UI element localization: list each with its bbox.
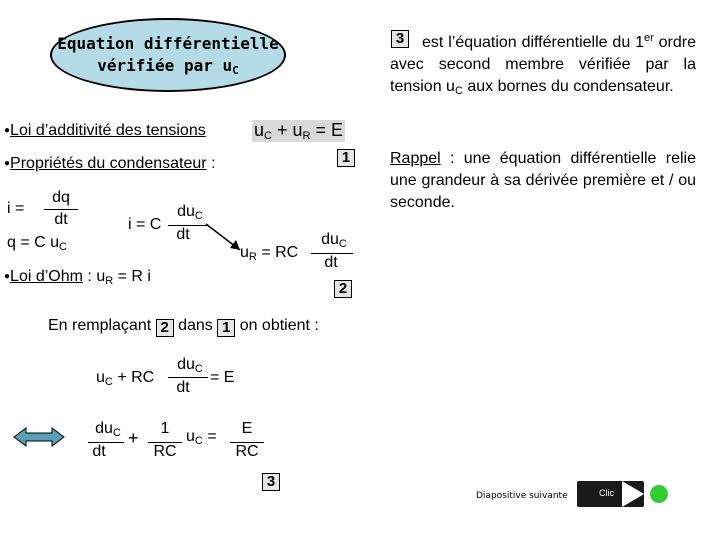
- eq1-right: = E: [210, 369, 235, 386]
- i-equals: i =: [7, 200, 25, 217]
- ref-number-2: 2: [156, 319, 174, 337]
- additivite-equation: $u_C + u_R = E$: [254, 120, 344, 142]
- title-ellipse: [50, 18, 286, 92]
- eq1-denominator: dt: [176, 379, 190, 396]
- equivalence-arrow-icon: [12, 425, 66, 449]
- duc-numerator: $du_C$: [177, 203, 203, 222]
- dt-denominator-2: dt: [176, 226, 190, 243]
- bullet-icon: ●: [4, 125, 11, 136]
- eq1-numerator: $du_C$: [177, 356, 203, 375]
- eq2-numerator-1: $du_C$: [95, 420, 121, 439]
- eq2-plus: +: [128, 428, 139, 448]
- equation-number-3: 3: [391, 30, 409, 48]
- loi-additivite: ●Loi d’additivité des tensions: [4, 122, 206, 139]
- eq2-numerator-2: 1: [160, 420, 170, 437]
- eq2-denominator-3: RC: [235, 443, 259, 460]
- eq1-left: $u_C$ + RC: [96, 369, 155, 388]
- bullet-icon: ●: [4, 271, 11, 282]
- equation-number-2: 2: [334, 280, 352, 298]
- next-slide-button[interactable]: [650, 485, 668, 503]
- fraction-bar: [168, 377, 208, 378]
- bullet-icon: ●: [4, 158, 11, 169]
- title-line2: vérifiée par $u_C$: [97, 56, 239, 77]
- eq2-denominator-1: dt: [92, 443, 106, 460]
- next-slide-label[interactable]: Diapositive suivante: [476, 491, 568, 501]
- play-arrow-icon: [622, 481, 644, 507]
- clic-label: Clic: [599, 488, 614, 498]
- loi-ohm: ●Loi d’Ohm : $u_R = R$ i: [4, 268, 151, 287]
- ur-equation: $u_R$ = RC: [240, 244, 299, 263]
- rappel-paragraph: Rappel : une équation différentielle relie une grandeur à sa dérivée première et / ou seconde.: [390, 150, 696, 211]
- dq-numerator: dq: [52, 189, 70, 206]
- equation-number-1: 1: [337, 149, 355, 167]
- remplacant-sentence: En remplaçant 2 dans 1 on obtient :: [48, 317, 319, 336]
- q-equals: q = C $u_C$: [7, 234, 67, 253]
- ur-numerator: $du_C$: [321, 231, 347, 250]
- title-line1: Equation différentielle: [57, 34, 279, 53]
- ref-number-1: 1: [217, 319, 235, 337]
- ur-denominator: dt: [324, 254, 338, 271]
- dt-denominator: dt: [54, 211, 68, 228]
- equation-number-3-bottom: 3: [262, 473, 280, 491]
- eq2-uc: $u_C$ =: [186, 428, 217, 447]
- clic-button[interactable]: [577, 481, 644, 507]
- fraction-bar: [44, 209, 78, 210]
- eq2-denominator-2: RC: [153, 443, 177, 460]
- equation-description: est l’équation différentielle du 1er ordre avec second membre vérifiée par la tension $u_C$ aux bornes du condensateur.: [390, 32, 696, 97]
- proprietes-condensateur: ●Propriétés du condensateur :: [4, 155, 216, 172]
- eq2-numerator-3: E: [241, 420, 253, 437]
- i-equals-c: i = C: [128, 216, 162, 233]
